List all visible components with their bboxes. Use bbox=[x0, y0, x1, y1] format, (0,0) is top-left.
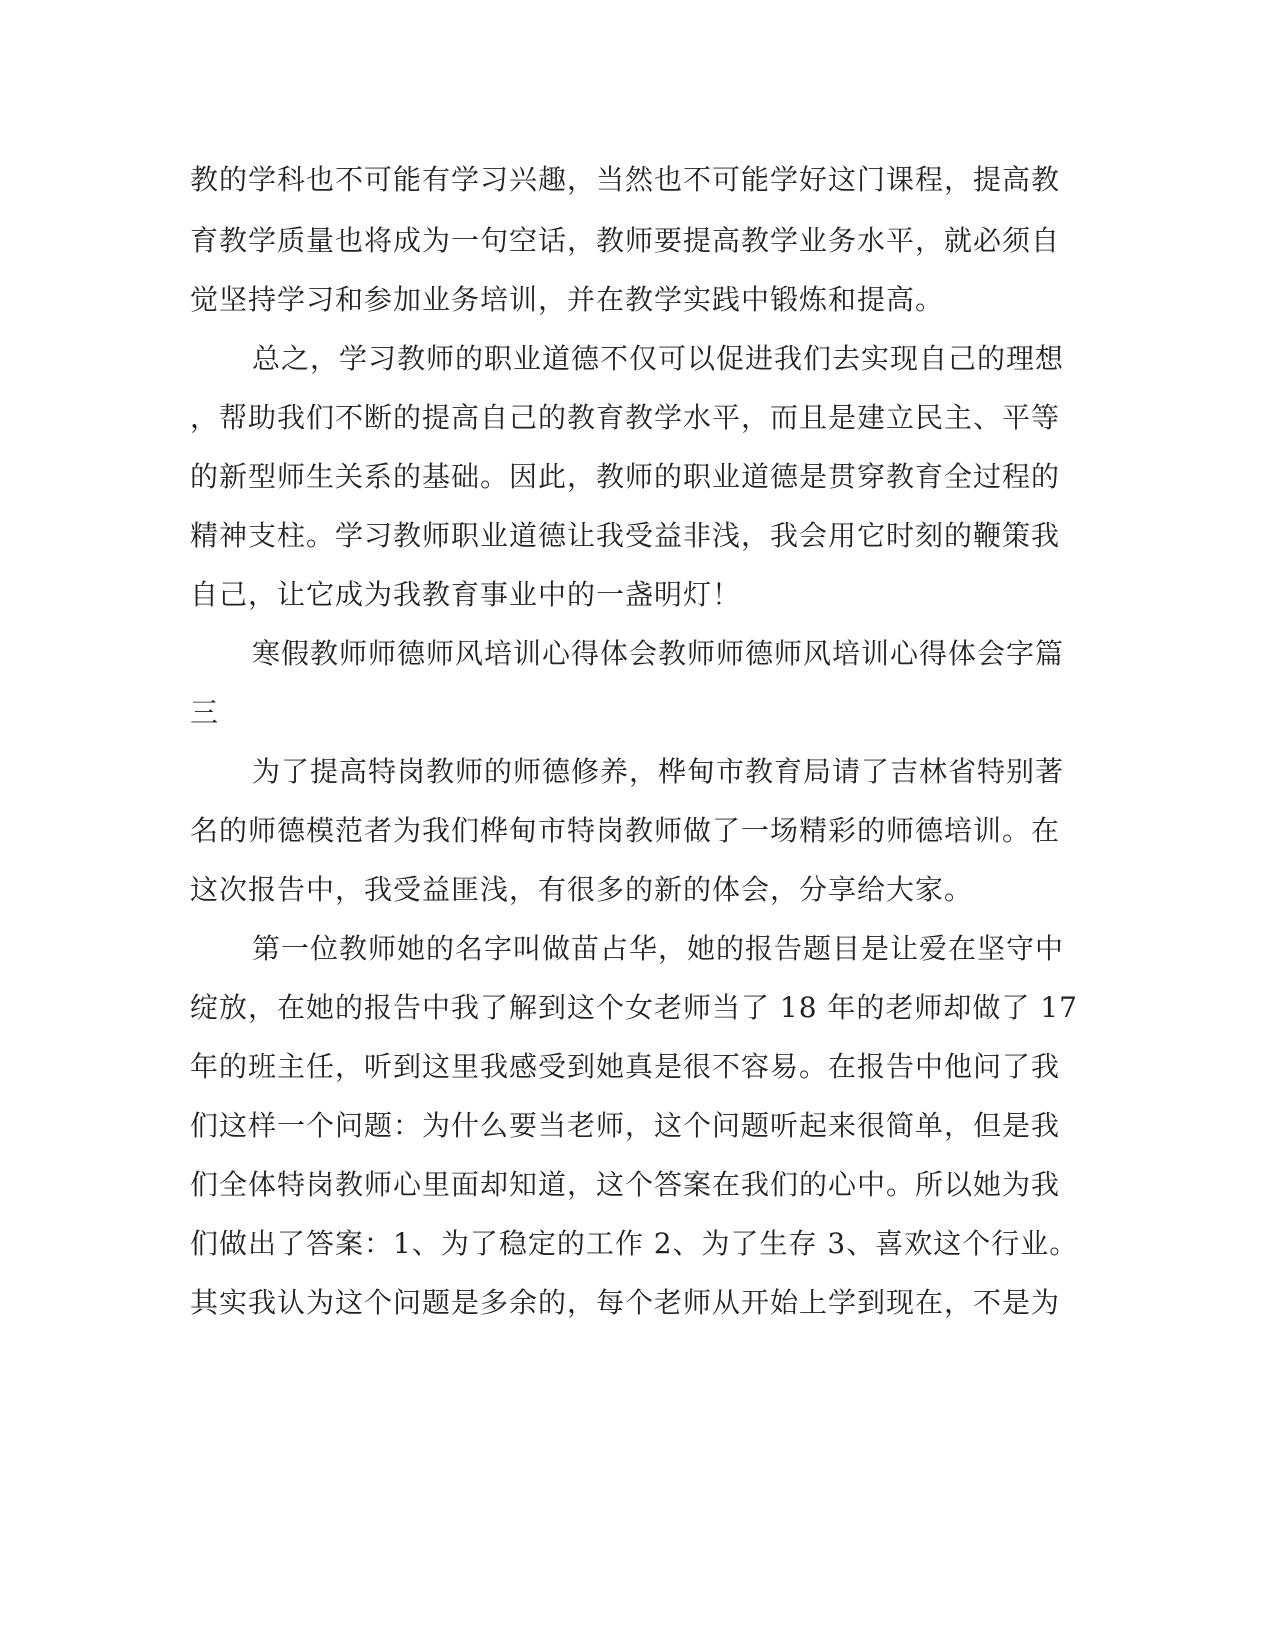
text-line: 名的师德模范者为我们桦甸市特岗教师做了一场精彩的师德培训。在 bbox=[190, 814, 1061, 847]
text-line: 教的学科也不可能有学习兴趣，当然也不可能学好这门课程，提高教 bbox=[190, 163, 1061, 196]
text-line: 自己，让它成为我教育事业中的一盏明灯！ bbox=[190, 578, 742, 611]
text-line: 年的班主任，听到这里我感受到她真是很不容易。在报告中他问了我 bbox=[190, 1050, 1061, 1083]
text-line: 们做出了答案：1、为了稳定的工作 2、为了生存 3、喜欢这个行业。 bbox=[190, 1227, 1079, 1260]
text-line: 们这样一个问题：为什么要当老师，这个问题听起来很简单，但是我 bbox=[190, 1109, 1061, 1142]
section-heading-continued: 三 bbox=[190, 696, 220, 729]
text-line: ，帮助我们不断的提高自己的教育教学水平，而且是建立民主、平等 bbox=[190, 401, 1061, 434]
text-line: 这次报告中，我受益匪浅，有很多的新的体会，分享给大家。 bbox=[190, 873, 974, 906]
text-line: 总之，学习教师的职业道德不仅可以促进我们去实现自己的理想 bbox=[252, 342, 1065, 375]
text-line: 精神支柱。学习教师职业道德让我受益非浅，我会用它时刻的鞭策我 bbox=[190, 519, 1061, 552]
text-line: 觉坚持学习和参加业务培训，并在教学实践中锻炼和提高。 bbox=[190, 283, 945, 316]
text-line: 的新型师生关系的基础。因此，教师的职业道德是贯穿教育全过程的 bbox=[190, 460, 1061, 493]
text-line: 第一位教师她的名字叫做苗占华，她的报告题目是让爱在坚守中 bbox=[252, 932, 1065, 965]
section-heading: 寒假教师师德师风培训心得体会教师师德师风培训心得体会字篇 bbox=[252, 637, 1065, 670]
text-line: 为了提高特岗教师的师德修养，桦甸市教育局请了吉林省特别著 bbox=[252, 755, 1065, 788]
text-line: 绽放，在她的报告中我了解到这个女老师当了 18 年的老师却做了 17 bbox=[190, 991, 1078, 1024]
text-line: 育教学质量也将成为一句空话，教师要提高教学业务水平，就必须自 bbox=[190, 224, 1061, 257]
text-line: 们全体特岗教师心里面却知道，这个答案在我们的心中。所以她为我 bbox=[190, 1168, 1061, 1201]
text-line: 其实我认为这个问题是多余的，每个老师从开始上学到现在，不是为 bbox=[190, 1286, 1061, 1319]
